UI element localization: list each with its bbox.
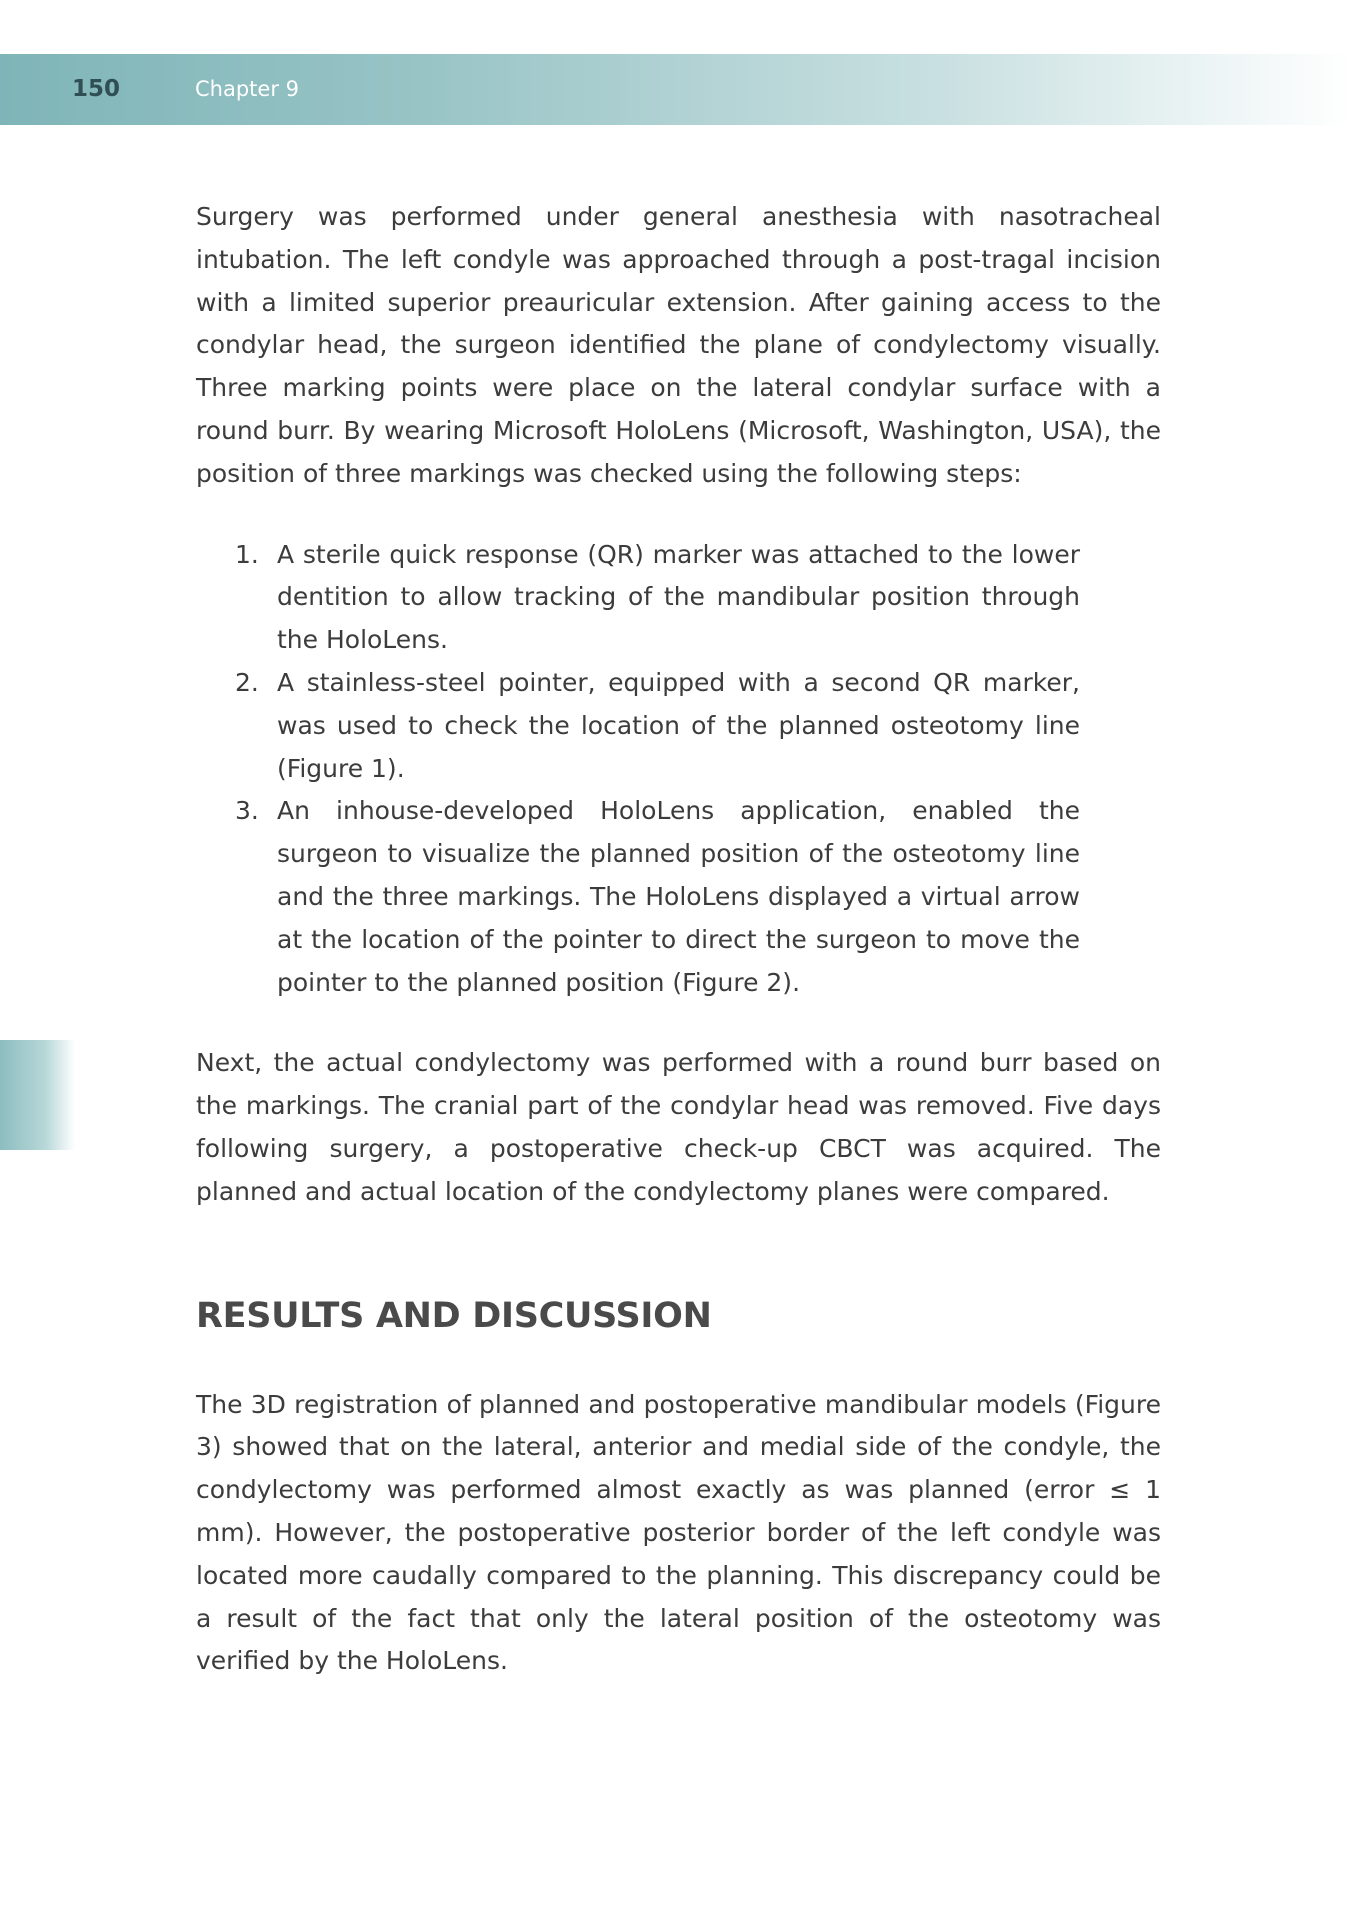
section-heading: RESULTS AND DISCUSSION — [196, 1295, 712, 1336]
page-number: 150 — [72, 76, 121, 102]
list-item — [196, 534, 1080, 662]
page-body — [196, 196, 1161, 1683]
list-item — [196, 662, 1080, 790]
chapter-label: Chapter 9 — [195, 77, 299, 101]
step-number: 1. — [235, 539, 259, 569]
step-number: 2. — [235, 667, 259, 697]
chapter-thumb-tab — [0, 1040, 75, 1150]
paragraph-surgery-procedure: Surgery was performed under general anesthesia with nasotracheal intubation. The left condyle was approached through a post-tragal incision with a limited superior preauricular extension. After gaining access to the condylar head, the surgeon identified the plane of condylectomy visually. Three marking points were place on the lateral condylar surface with a round burr. By wearing Microsoft HoloLens (Microsoft, Washington, USA), the position of three markings was checked using the following steps: — [196, 202, 1161, 488]
step-number: 3. — [235, 796, 259, 826]
step-text: A stainless-steel pointer, equipped with a second QR marker, was used to check the location of the planned osteotomy line (Figure 1). — [277, 667, 1080, 783]
paragraph-condylectomy: Next, the actual condylectomy was performed with a round burr based on the markings. The cranial part of the condylar head was removed. Five days following surgery, a postoperative check-up CBCT was acquired. The planned and actual location of the condylectomy planes were compared. — [196, 1048, 1161, 1206]
paragraph-results: The 3D registration of planned and postoperative mandibular models (Figure 3) showed that on the lateral, anterior and medial side of the condyle, the condylectomy was performed almost exactly as was planned (error ≤ 1 mm). However, the postoperative posterior border of the left condyle was located more caudally compared to the planning. This discrepancy could be a result of the fact that only the lateral position of the osteotomy was verified by the HoloLens. — [196, 1389, 1161, 1676]
steps-list — [196, 534, 1161, 1005]
step-text: An inhouse-developed HoloLens application, enabled the surgeon to visualize the planned position of the osteotomy line and the three markings. The HoloLens displayed a virtual arrow at the location of the pointer to direct the surgeon to move the pointer to the planned position (Figure 2). — [277, 796, 1080, 997]
step-text: A sterile quick response (QR) marker was attached to the lower dentition to allow tracking of the mandibular position through the HoloLens. — [277, 539, 1080, 655]
list-item — [196, 790, 1080, 1004]
